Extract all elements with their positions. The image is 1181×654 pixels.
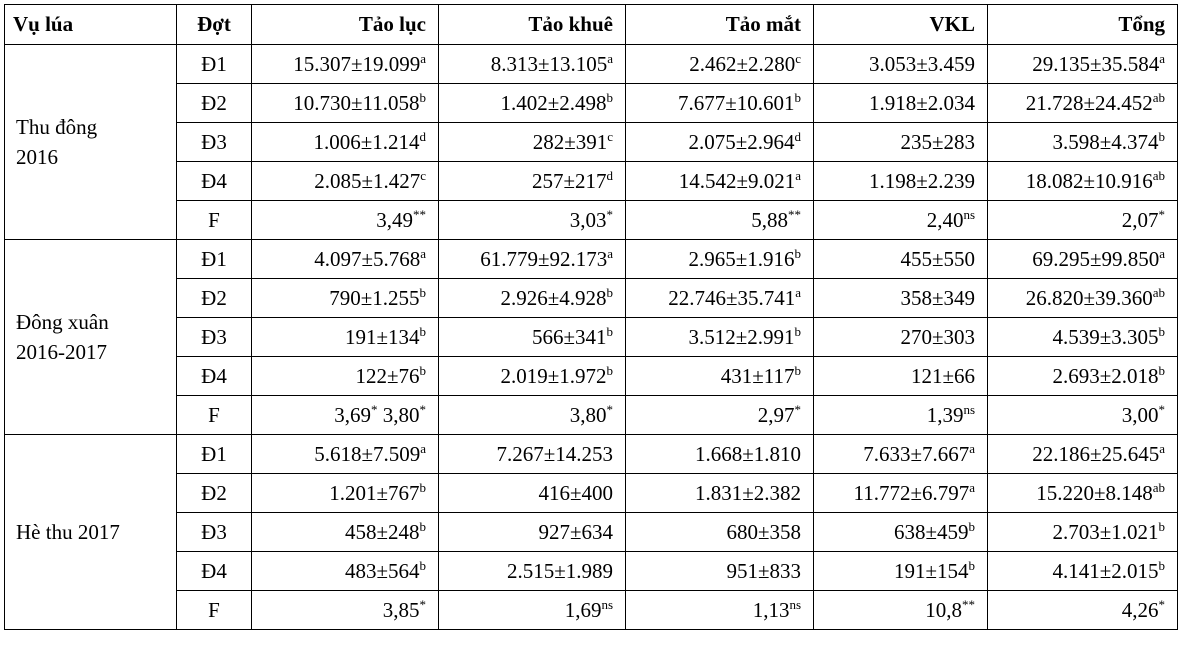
significance-mark: b	[606, 323, 613, 339]
significance-mark: d	[606, 167, 613, 183]
significance-mark: c	[795, 50, 801, 66]
season-cell	[5, 45, 177, 240]
round-cell: Đ1	[177, 435, 252, 474]
cell-value: 455±550	[900, 246, 975, 271]
cell-value: 10,8	[925, 597, 962, 622]
significance-mark: b	[968, 557, 975, 573]
cell-value: 3.598±4.374	[1052, 129, 1159, 154]
cell-value: 2.019±1.972	[500, 363, 607, 388]
round-cell: Đ1	[177, 240, 252, 279]
value-cell	[252, 357, 439, 396]
cell-value: 29.135±35.584	[1032, 51, 1160, 76]
cell-value: 1.668±1.810	[694, 441, 801, 466]
value-cell	[988, 357, 1178, 396]
value-cell	[626, 318, 814, 357]
round-cell: Đ4	[177, 357, 252, 396]
cell-value: 22.186±25.645	[1032, 441, 1160, 466]
round-cell: Đ4	[177, 552, 252, 591]
value-cell	[439, 396, 626, 435]
significance-mark: b	[419, 284, 426, 300]
cell-value: 22.746±35.741	[668, 285, 796, 310]
table-row	[5, 591, 1178, 630]
table-row	[5, 84, 1178, 123]
value-cell	[814, 123, 988, 162]
cell-value: 680±358	[726, 519, 801, 544]
significance-mark: a	[607, 50, 613, 66]
cell-value: 3,80	[377, 402, 420, 427]
cell-value: 3,00	[1121, 402, 1159, 427]
value-cell	[814, 552, 988, 591]
value-cell	[439, 357, 626, 396]
cell-value: 2.075±2.964	[688, 129, 795, 154]
value-cell	[988, 435, 1178, 474]
value-cell	[626, 513, 814, 552]
significance-mark: a	[795, 284, 801, 300]
value-cell	[988, 513, 1178, 552]
cell-value: 26.820±39.360	[1025, 285, 1153, 310]
value-cell	[252, 279, 439, 318]
significance-mark: a	[1159, 245, 1165, 261]
round-cell: Đ2	[177, 84, 252, 123]
significance-mark: *	[419, 596, 426, 612]
value-cell	[988, 591, 1178, 630]
cell-value: 69.295±99.850	[1032, 246, 1160, 271]
cell-value: 21.728±24.452	[1025, 90, 1153, 115]
significance-mark: ns	[963, 401, 975, 417]
header-cell: Tảo khuê	[439, 5, 626, 45]
significance-mark: a	[1159, 50, 1165, 66]
cell-value: 191±134	[344, 324, 420, 349]
cell-value: 7.633±7.667	[863, 441, 970, 466]
season-name-line: 2016	[16, 145, 58, 169]
table-row	[5, 318, 1178, 357]
table-row	[5, 552, 1178, 591]
cell-value: 3,49	[376, 207, 413, 232]
cell-value: 2,97	[757, 402, 795, 427]
round-cell: Đ4	[177, 162, 252, 201]
value-cell	[814, 318, 988, 357]
cell-value: 1.918±2.034	[868, 90, 975, 115]
significance-mark: a	[969, 479, 975, 495]
value-cell	[988, 84, 1178, 123]
header-cell: Tảo mắt	[626, 5, 814, 45]
significance-mark: a	[969, 440, 975, 456]
cell-value: 431±117	[720, 363, 795, 388]
significance-mark: b	[606, 89, 613, 105]
value-cell	[988, 240, 1178, 279]
header-cell: Tảo lục	[252, 5, 439, 45]
density-table	[4, 4, 1178, 630]
cell-value: 2.926±4.928	[500, 285, 607, 310]
significance-mark: ns	[601, 596, 613, 612]
value-cell	[988, 162, 1178, 201]
header-cell: VKL	[814, 5, 988, 45]
cell-value: 1,69	[564, 597, 602, 622]
significance-mark: b	[606, 284, 613, 300]
value-cell	[626, 591, 814, 630]
significance-mark: b	[1158, 518, 1165, 534]
value-cell	[439, 162, 626, 201]
cell-value: 358±349	[900, 285, 975, 310]
significance-mark: b	[1158, 557, 1165, 573]
header-cell: Vụ lúa	[5, 5, 177, 45]
cell-value: 15.307±19.099	[293, 51, 421, 76]
value-cell	[439, 552, 626, 591]
value-cell	[814, 162, 988, 201]
significance-mark: b	[794, 89, 801, 105]
cell-value: 1.402±2.498	[500, 90, 607, 115]
value-cell	[252, 201, 439, 240]
header-cell: Tổng	[988, 5, 1178, 45]
value-cell	[439, 240, 626, 279]
value-cell	[252, 396, 439, 435]
value-cell	[988, 396, 1178, 435]
value-cell	[814, 357, 988, 396]
value-cell	[252, 84, 439, 123]
cell-value: 14.542±9.021	[678, 168, 796, 193]
table-row	[5, 357, 1178, 396]
value-cell	[626, 279, 814, 318]
cell-value: 2.703±1.021	[1052, 519, 1159, 544]
significance-mark: *	[419, 401, 426, 417]
cell-value: 3,80	[569, 402, 607, 427]
table-row	[5, 240, 1178, 279]
cell-value: 3,69	[334, 402, 371, 427]
cell-value: 1,39	[926, 402, 964, 427]
significance-mark: b	[794, 362, 801, 378]
value-cell	[814, 84, 988, 123]
significance-mark: **	[413, 206, 426, 222]
cell-value: 5.618±7.509	[314, 441, 421, 466]
value-cell	[626, 201, 814, 240]
cell-value: 235±283	[900, 129, 975, 154]
cell-value: 1.006±1.214	[313, 129, 420, 154]
cell-value: 3,85	[382, 597, 420, 622]
value-cell	[252, 162, 439, 201]
significance-mark: *	[371, 401, 378, 417]
cell-value: 5,88	[751, 207, 788, 232]
season-name-line: Thu đông	[16, 115, 98, 139]
cell-value: 483±564	[344, 558, 420, 583]
table-row	[5, 435, 1178, 474]
season-name-line: Đông xuân	[16, 310, 109, 334]
cell-value: 61.779±92.173	[480, 246, 608, 271]
value-cell	[626, 240, 814, 279]
significance-mark: *	[1158, 596, 1165, 612]
header-cell: Đợt	[177, 5, 252, 45]
value-cell	[252, 123, 439, 162]
cell-value: 270±303	[900, 324, 975, 349]
significance-mark: a	[420, 245, 426, 261]
value-cell	[439, 279, 626, 318]
round-cell: Đ3	[177, 318, 252, 357]
value-cell	[626, 552, 814, 591]
significance-mark: d	[794, 128, 801, 144]
round-cell: F	[177, 396, 252, 435]
cell-value: 2.515±1.989	[506, 558, 613, 583]
significance-mark: d	[419, 128, 426, 144]
significance-mark: *	[606, 401, 613, 417]
value-cell	[814, 45, 988, 84]
round-cell: F	[177, 201, 252, 240]
value-cell	[439, 201, 626, 240]
value-cell	[439, 474, 626, 513]
significance-mark: b	[968, 518, 975, 534]
value-cell	[626, 123, 814, 162]
value-cell	[814, 435, 988, 474]
significance-mark: b	[419, 362, 426, 378]
cell-value: 1.198±2.239	[868, 168, 975, 193]
significance-mark: *	[1158, 401, 1165, 417]
cell-value: 2,07	[1121, 207, 1159, 232]
value-cell	[814, 201, 988, 240]
significance-mark: b	[1158, 362, 1165, 378]
significance-mark: *	[606, 206, 613, 222]
significance-mark: b	[1158, 128, 1165, 144]
cell-value: 3.053±3.459	[868, 51, 975, 76]
cell-value: 1,13	[752, 597, 790, 622]
significance-mark: c	[607, 128, 613, 144]
cell-value: 2.085±1.427	[314, 168, 421, 193]
value-cell	[252, 45, 439, 84]
value-cell	[439, 45, 626, 84]
cell-value: 566±341	[531, 324, 607, 349]
significance-mark: a	[607, 245, 613, 261]
cell-value: 2.965±1.916	[688, 246, 795, 271]
value-cell	[626, 396, 814, 435]
value-cell	[814, 513, 988, 552]
value-cell	[988, 318, 1178, 357]
value-cell	[252, 435, 439, 474]
value-cell	[988, 201, 1178, 240]
cell-value: 191±154	[893, 558, 969, 583]
value-cell	[252, 513, 439, 552]
significance-mark: ns	[789, 596, 801, 612]
cell-value: 458±248	[344, 519, 420, 544]
cell-value: 18.082±10.916	[1025, 168, 1153, 193]
cell-value: 927±634	[538, 519, 613, 544]
round-cell: Đ2	[177, 279, 252, 318]
significance-mark: **	[962, 596, 975, 612]
cell-value: 3,03	[569, 207, 607, 232]
cell-value: 15.220±8.148	[1036, 480, 1153, 505]
significance-mark: a	[795, 167, 801, 183]
season-cell	[5, 435, 177, 630]
value-cell	[439, 513, 626, 552]
round-cell: Đ3	[177, 123, 252, 162]
significance-mark: b	[419, 518, 426, 534]
significance-mark: c	[420, 167, 426, 183]
cell-value: 2.462±2.280	[689, 51, 796, 76]
table-row	[5, 474, 1178, 513]
table-row	[5, 123, 1178, 162]
value-cell	[439, 435, 626, 474]
table-row	[5, 162, 1178, 201]
value-cell	[988, 474, 1178, 513]
significance-mark: ab	[1152, 479, 1165, 495]
cell-value: 8.313±13.105	[490, 51, 608, 76]
season-name-line: 2016-2017	[16, 340, 107, 364]
table-row	[5, 279, 1178, 318]
cell-value: 11.772±6.797	[853, 480, 970, 505]
season-name-line: Hè thu 2017	[16, 520, 120, 544]
cell-value: 790±1.255	[329, 285, 420, 310]
table-row	[5, 201, 1178, 240]
value-cell	[439, 123, 626, 162]
cell-value: 951±833	[726, 558, 801, 583]
value-cell	[626, 474, 814, 513]
table-row	[5, 45, 1178, 84]
value-cell	[814, 591, 988, 630]
cell-value: 10.730±11.058	[293, 90, 420, 115]
significance-mark: a	[420, 440, 426, 456]
significance-mark: *	[794, 401, 801, 417]
significance-mark: b	[794, 245, 801, 261]
value-cell	[988, 123, 1178, 162]
significance-mark: ab	[1152, 167, 1165, 183]
round-cell: Đ3	[177, 513, 252, 552]
round-cell: Đ2	[177, 474, 252, 513]
value-cell	[252, 318, 439, 357]
value-cell	[252, 552, 439, 591]
significance-mark: b	[1158, 323, 1165, 339]
cell-value: 1.201±767	[329, 480, 420, 505]
significance-mark: **	[788, 206, 801, 222]
cell-value: 1.831±2.382	[694, 480, 801, 505]
value-cell	[988, 279, 1178, 318]
table-row	[5, 513, 1178, 552]
cell-value: 638±459	[893, 519, 969, 544]
significance-mark: ns	[963, 206, 975, 222]
value-cell	[626, 84, 814, 123]
cell-value: 4.539±3.305	[1052, 324, 1159, 349]
value-cell	[814, 396, 988, 435]
significance-mark: b	[419, 323, 426, 339]
value-cell	[439, 591, 626, 630]
value-cell	[814, 474, 988, 513]
significance-mark: a	[1159, 440, 1165, 456]
value-cell	[814, 279, 988, 318]
cell-value: 282±391	[532, 129, 608, 154]
cell-value: 4.097±5.768	[314, 246, 421, 271]
significance-mark: *	[1158, 206, 1165, 222]
significance-mark: a	[420, 50, 426, 66]
cell-value: 121±66	[910, 363, 975, 388]
value-cell	[814, 240, 988, 279]
value-cell	[252, 474, 439, 513]
value-cell	[252, 240, 439, 279]
value-cell	[988, 552, 1178, 591]
significance-mark: ab	[1152, 284, 1165, 300]
value-cell	[626, 357, 814, 396]
value-cell	[252, 591, 439, 630]
round-cell: F	[177, 591, 252, 630]
table-row	[5, 396, 1178, 435]
cell-value: 257±217	[531, 168, 607, 193]
cell-value: 2.693±2.018	[1052, 363, 1159, 388]
season-cell	[5, 240, 177, 435]
value-cell	[439, 318, 626, 357]
cell-value: 3.512±2.991	[688, 324, 795, 349]
table-body	[5, 45, 1178, 630]
significance-mark: b	[794, 323, 801, 339]
cell-value: 4.141±2.015	[1052, 558, 1159, 583]
cell-value: 7.677±10.601	[677, 90, 795, 115]
header-row	[5, 5, 1178, 45]
cell-value: 2,40	[926, 207, 964, 232]
significance-mark: b	[419, 557, 426, 573]
value-cell	[988, 45, 1178, 84]
significance-mark: b	[606, 362, 613, 378]
value-cell	[439, 84, 626, 123]
significance-mark: ab	[1152, 89, 1165, 105]
cell-value: 7.267±14.253	[496, 441, 613, 466]
value-cell	[626, 162, 814, 201]
cell-value: 416±400	[538, 480, 613, 505]
value-cell	[626, 435, 814, 474]
value-cell	[626, 45, 814, 84]
significance-mark: b	[419, 479, 426, 495]
cell-value: 122±76	[355, 363, 420, 388]
round-cell: Đ1	[177, 45, 252, 84]
significance-mark: b	[419, 89, 426, 105]
cell-value: 4,26	[1121, 597, 1159, 622]
